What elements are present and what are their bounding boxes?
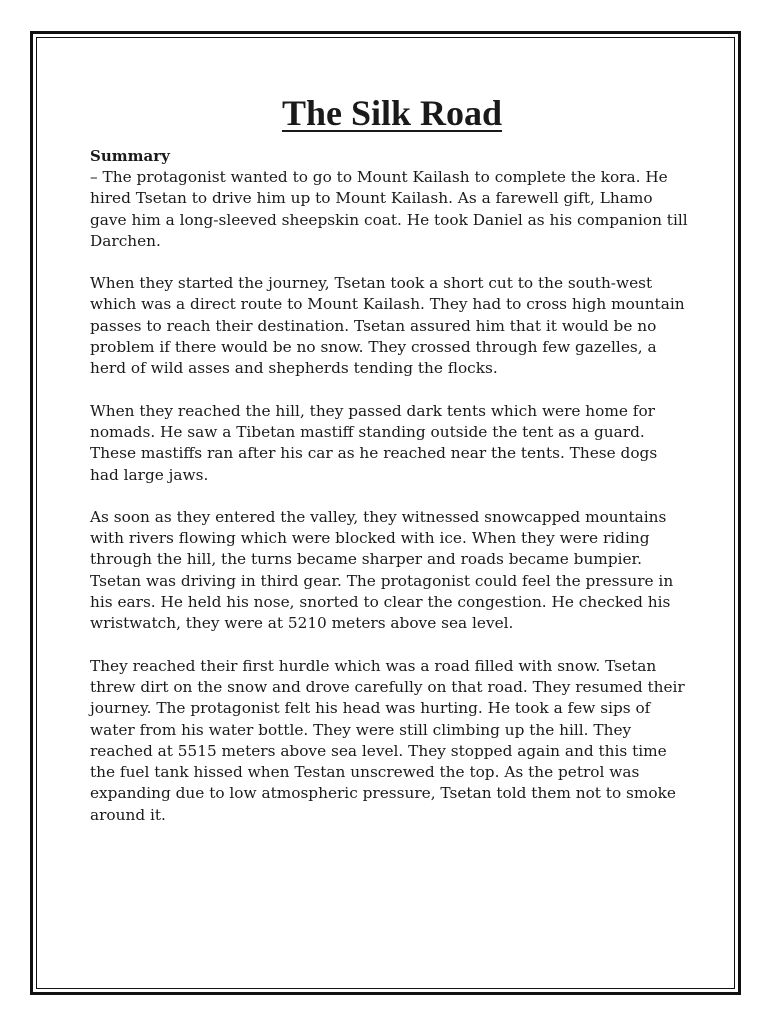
document-title-text: The Silk Road	[281, 93, 503, 133]
paragraph-5: They reached their first hurdle which was a road filled with snow. Tsetan threw dirt on the snow and drove carefully on that road. They resumed their journey. The protagonist felt his head was hurting. He took a few sips of water from his water bottle. They were still climbing up the hill. They reached at 5515 meters above sea level. They stopped again and this time the fuel tank hissed when Testan unscrewed the top. As the petrol was expanding due to low atmospheric pressure, Tsetan told them not to smoke around it.	[90, 656, 685, 824]
document-body	[90, 90, 690, 847]
paragraph-3: When they reached the hill, they passed dark tents which were home for nomads. He saw a Tibetan mastiff standing outside the tent as a guard. These mastiffs ran after his car as he reached near the tents. These dogs had large jaws.	[90, 401, 658, 484]
document-title	[90, 90, 690, 136]
summary-heading: Summary	[90, 147, 170, 165]
paragraph-1: – The protagonist wanted to go to Mount Kailash to complete the kora. He hired Tsetan to drive him up to Mount Kailash. As a farewell gift, Lhamo gave him a long-sleeved sheepskin coat. He took Daniel as his companion till Darchen.	[90, 168, 688, 250]
paragraph-2: When they started the journey, Tsetan took a short cut to the south-west which was a direct route to Mount Kailash. They had to cross high mountain passes to reach their destination. Tsetan assured him that it would be no problem if there would be no snow. They crossed through few gazelles, a herd of wild asses and shepherds tending the flocks.	[90, 274, 685, 378]
paragraph-4: As soon as they entered the valley, they witnessed snowcapped mountains with rivers flowing which were blocked with ice. When they were riding through the hill, the turns became sharper and roads became bumpier. Tsetan was driving in third gear. The protagonist could feel the pressure in his ears. He held his nose, snorted to clear the congestion. He checked his wristwatch, they were at 5210 meters above sea level.	[90, 507, 674, 633]
